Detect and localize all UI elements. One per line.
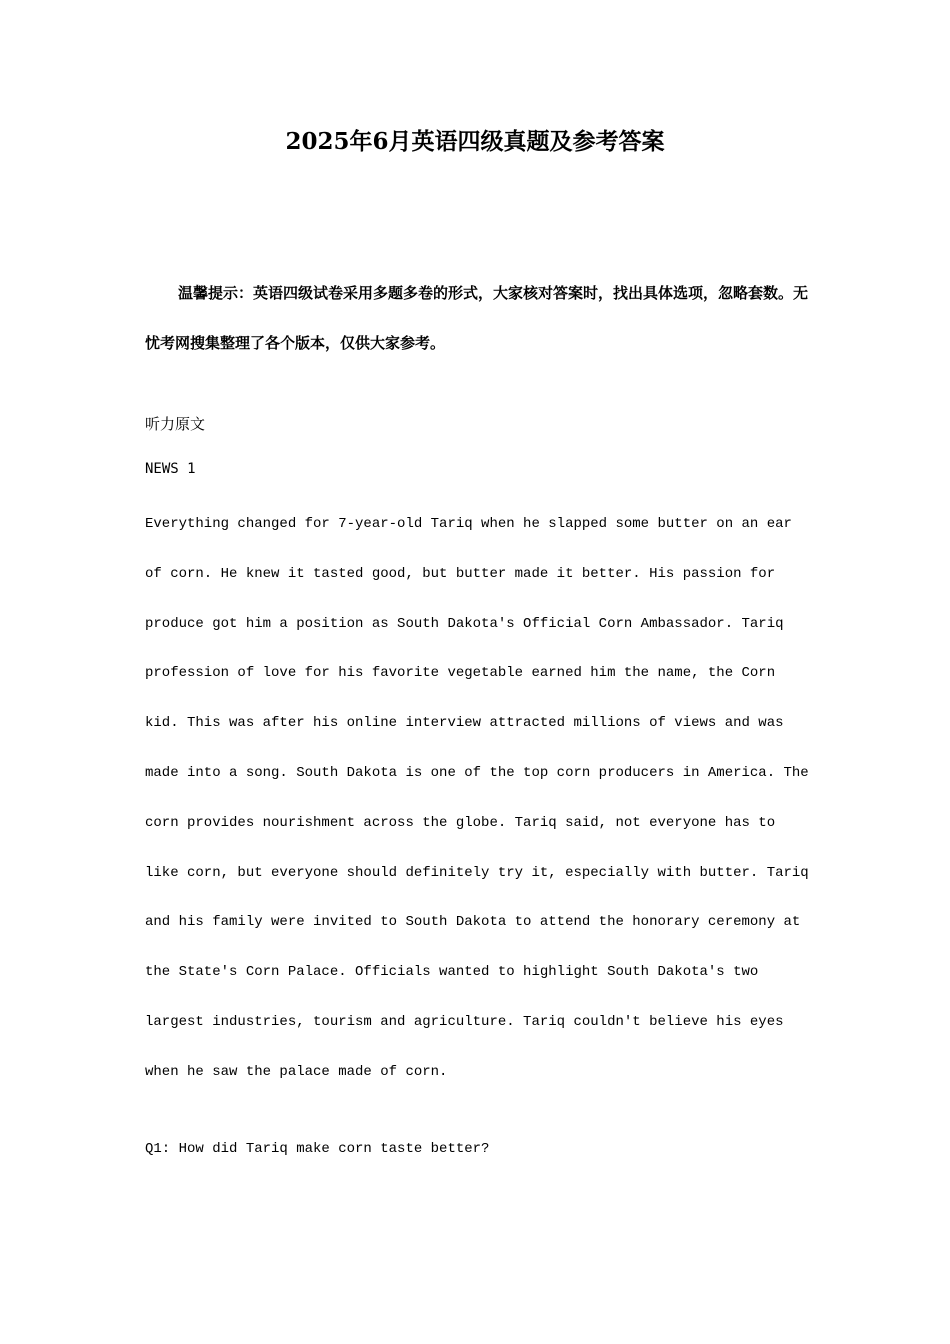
transcript-paragraph bbox=[145, 500, 825, 1098]
transcript-line: largest industries, tourism and agriculture. Tariq couldn't believe his eyes bbox=[145, 1013, 784, 1030]
transcript-line: kid. This was after his online interview attracted millions of views and was bbox=[145, 715, 784, 732]
news-label: NEWS 1 bbox=[145, 461, 196, 477]
transcript-line: profession of love for his favorite vegetable earned him the name, the Corn bbox=[145, 665, 776, 682]
transcript-line: the State's Corn Palace. Officials wanted to highlight South Dakota's two bbox=[145, 964, 759, 981]
transcript-line: made into a song. South Dakota is one of the top corn producers in America. The bbox=[145, 764, 809, 781]
transcript-line: produce got him a position as South Dakota's Official Corn Ambassador. Tariq bbox=[145, 615, 784, 632]
transcript-line: like corn, but everyone should definitely try it, especially with butter. Tariq bbox=[145, 864, 809, 881]
section-heading-listening-transcript: 听力原文 bbox=[145, 415, 206, 433]
transcript-line: corn provides nourishment across the globe. Tariq said, not everyone has to bbox=[145, 814, 776, 831]
transcript-line: when he saw the palace made of corn. bbox=[145, 1063, 448, 1080]
transcript-line: of corn. He knew it tasted good, but butter made it better. His passion for bbox=[145, 565, 776, 582]
question-q1: Q1: How did Tariq make corn taste better? bbox=[145, 1141, 490, 1157]
notice-paragraph: 温馨提示：英语四级试卷采用多题多卷的形式，大家核对答案时，找出具体选项，忽略套数。无忧考网搜集整理了各个版本，仅供大家参考。 bbox=[145, 284, 809, 352]
transcript-line: and his family were invited to South Dakota to attend the honorary ceremony at bbox=[145, 914, 801, 931]
transcript-line: Everything changed for 7-year-old Tariq when he slapped some butter on an ear bbox=[145, 516, 792, 532]
page-title: 2025年6月英语四级真题及参考答案 bbox=[285, 128, 665, 155]
